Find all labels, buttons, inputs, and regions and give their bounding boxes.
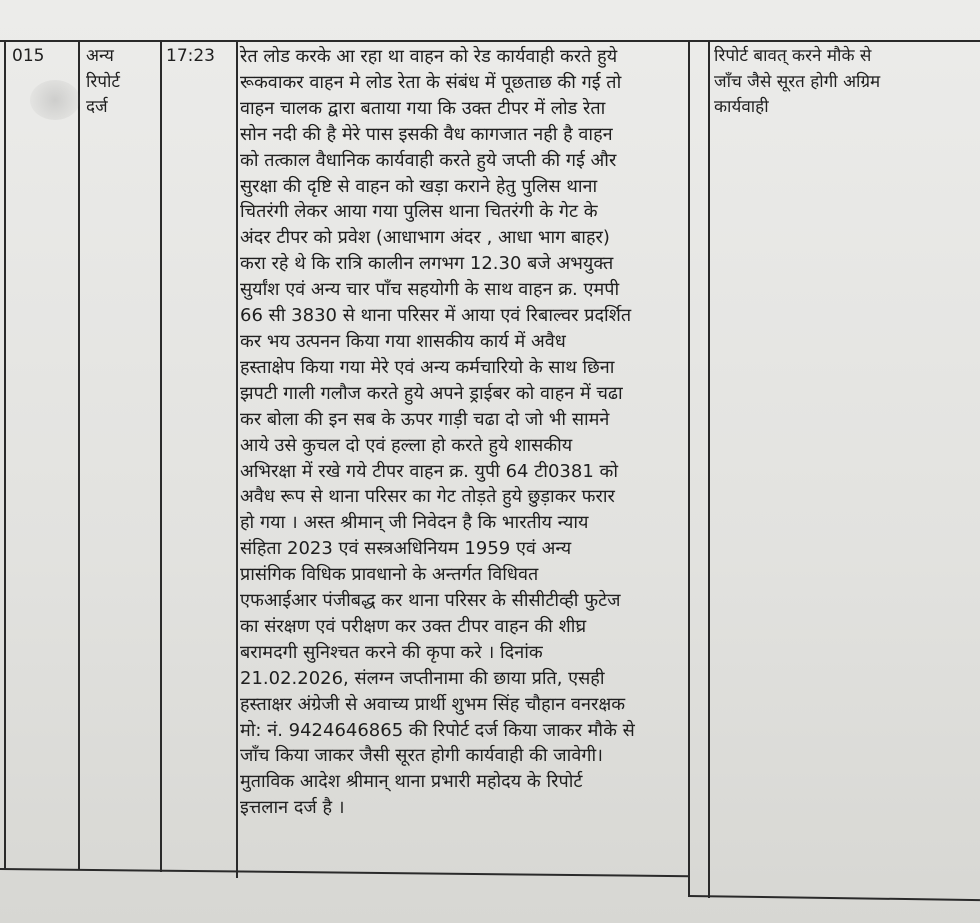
action-taken <box>714 44 954 121</box>
action-line: कार्यवाही <box>714 97 769 118</box>
report-line: संहिता 2023 एवं सस्त्रअधिनियम 1959 एवं अन्य <box>240 538 572 560</box>
report-line: अंदर टीपर को प्रवेश (आधाभाग अंदर , आधा भाग बाहर) <box>240 227 610 249</box>
column-divider-2 <box>78 40 80 870</box>
column-divider-4 <box>236 40 238 878</box>
report-line: 21.02.2026, संलग्न जप्तीनामा की छाया प्रति, एसही <box>240 667 605 689</box>
report-line: हो गया । अस्त श्रीमान् जी निवेदन है कि भारतीय न्याय <box>240 512 589 534</box>
table-bottom-border <box>0 868 690 877</box>
report-line: चितरंगी लेकर आया गया पुलिस थाना चितरंगी के गेट के <box>240 201 598 223</box>
report-line: सुरक्षा की दृष्टि से वाहन को खड़ा कराने हेतु पुलिस थाना <box>240 175 598 197</box>
report-line: प्रासंगिक विधिक प्रावधानो के अन्तर्गत विधिवत <box>240 564 539 586</box>
report-line: रूकवाकर वाहन मे लोड रेता के संबंध में पूछताछ की गई तो <box>240 71 622 93</box>
report-line: इत्तलान दर्ज है । <box>240 797 345 819</box>
table-top-border <box>0 40 980 42</box>
report-line: एफआईआर पंजीबद्ध कर थाना परिसर के सीसीटीव्ही फुटेज <box>240 590 621 612</box>
table-bottom-border-right <box>688 895 980 901</box>
report-line: करा रहे थे कि रात्रि कालीन लगभग 12.30 बजे अभयुक्त <box>240 253 614 275</box>
column-divider-3 <box>160 40 162 872</box>
report-line: झपटी गाली गलौज करते हुये अपने ड्राईबर को वाहन में चढा <box>240 382 623 404</box>
entry-type-line: दर्ज <box>86 97 108 118</box>
report-line: मुताविक आदेश श्रीमान् थाना प्रभारी महोदय के रिपोर्ट <box>240 771 583 793</box>
report-line: हस्ताक्षर अंग्रेजी से अवाच्य प्रार्थी शुभम सिंह चौहान वनरक्षक <box>240 693 626 715</box>
report-line: कर बोला की इन सब के ऊपर गाड़ी चढा दो जो भी सामने <box>240 408 610 430</box>
action-line: रिपोर्ट बावत् करने मौके से <box>714 46 872 66</box>
entry-time: 17:23 <box>166 46 215 66</box>
report-line: को तत्काल वैधानिक कार्यवाही करते हुये जप्ती की गई और <box>240 149 617 171</box>
report-line: रेत लोड करके आ रहा था वाहन को रेड कार्यवाही करते हुये <box>240 46 618 67</box>
ink-smudge <box>30 80 80 120</box>
report-line: अभिरक्षा में रखे गये टीपर वाहन क्र. युपी 64 टी0381 को <box>240 460 618 482</box>
report-line: वाहन चालक द्वारा बताया गया कि उक्त टीपर में लोड रेता <box>240 97 606 119</box>
report-line: बरामदगी सुनिश्चत करने की कृपा करे । दिनांक <box>240 641 543 663</box>
report-line: 66 सी 3830 से थाना परिसर में आया एवं रिबाल्वर प्रदर्शित <box>240 305 632 327</box>
report-line: अवैध रूप से थाना परिसर का गेट तोड़ते हुये छुड़ाकर फरार <box>240 486 615 508</box>
report-line: सुर्यांश एवं अन्य चार पाँच सहयोगी के साथ वाहन क्र. एमपी <box>240 279 620 301</box>
report-body <box>240 44 716 821</box>
report-line: कर भय उत्पनन किया गया शासकीय कार्य में अवैध <box>240 330 566 352</box>
serial-number: 015 <box>12 46 45 66</box>
report-line: आये उसे कुचल दो एवं हल्ला हो करते हुये शासकीय <box>240 434 573 456</box>
column-divider-1 <box>4 40 6 870</box>
entry-type-line: अन्य <box>86 46 114 66</box>
report-line: जाँच किया जाकर जैसी सूरत होगी कार्यवाही की जावेगी। <box>240 745 603 767</box>
report-line: हस्ताक्षेप किया गया मेरे एवं अन्य कर्मचारियो के साथ छिना <box>240 356 615 378</box>
report-line: का संरक्षण एवं परीक्षण कर उक्त टीपर वाहन की शीघ्र <box>240 615 587 637</box>
entry-type <box>86 44 160 121</box>
action-line: जाँच जैसे सूरत होगी अग्रिम <box>714 71 881 92</box>
report-line: मो: नं. 9424646865 की रिपोर्ट दर्ज किया जाकर मौके से <box>240 719 635 741</box>
entry-type-line: रिपोर्ट <box>86 71 120 92</box>
report-line: सोन नदी की है मेरे पास इसकी वैध कागजात नही है वाहन <box>240 123 613 145</box>
